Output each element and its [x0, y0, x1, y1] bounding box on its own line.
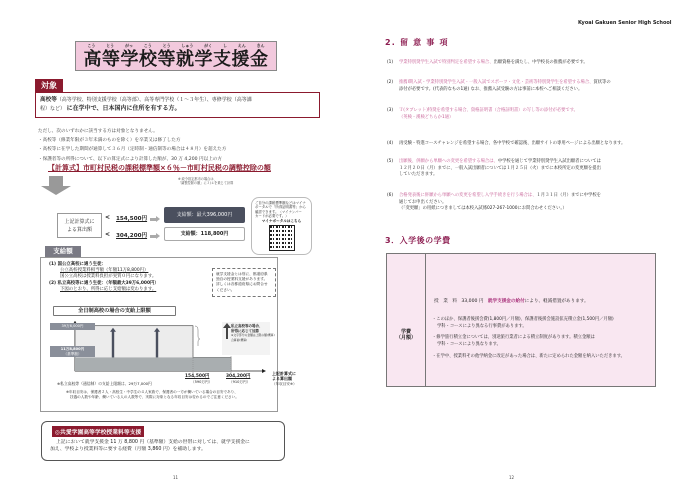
- note-number: (6): [387, 193, 394, 198]
- note-black-text: 添付が必要です。(代表的なもの1通) なお、推薦入試受験の方は事前に本校へご相談ください。: [399, 86, 583, 92]
- chart-footnote: [66, 390, 239, 400]
- note-pink-text: 合格発表後に併願から単願への変更を希望し入学手続きを行う場合は、: [399, 193, 537, 198]
- note-line: 就学支援金とは別に、都道府県: [216, 272, 268, 276]
- footnote-line: 扶養の人数や年齢、働いている人の人数等で、実際に対象となる年収目安は変わるのでご注意ください。: [70, 395, 239, 399]
- x-tick-sub: （590万円）: [191, 380, 213, 384]
- brace: [195, 326, 200, 346]
- legend-line: 所得に応じて加算: [231, 328, 259, 333]
- note-black-text: １２月２０日（月）までに、一般入試出願者については１月２５日（火）までに本校所定の変更願を提出: [399, 165, 601, 171]
- note-number: (4): [387, 141, 394, 146]
- taisho-tab: 対象: [35, 79, 63, 93]
- shikyu-item: 公立高校授業料相当額（年額11万8,800円）: [60, 268, 149, 274]
- less-than-sign: <: [105, 214, 111, 221]
- legend-up-arrow-icon: [226, 327, 228, 339]
- shikyu-item: (2) 私立高校等に通う生徒：（年額最大39万6,000円）: [49, 280, 159, 286]
- note-number: (5): [387, 159, 394, 164]
- school-name: Kyoai Gakuen Senior High School: [578, 20, 672, 26]
- bubble-text: [255, 201, 308, 218]
- note-line: 詳しくは各都道府県にお問合せ: [216, 282, 268, 287]
- furigana: えん: [237, 43, 246, 48]
- formula-heading: 【計算式】市町村民税の課税標準額×６％－市町村民税の調整控除の額: [48, 164, 271, 172]
- calc-box-line: 上記計算式に: [64, 219, 95, 225]
- page-number: 12: [509, 475, 515, 480]
- chart-area-base: [75, 357, 231, 371]
- taisho-line1: [40, 96, 315, 104]
- section3-title: 3．入学後の学費: [385, 236, 451, 245]
- shikyu-item: (1) 国公立高校に通う生徒：: [49, 262, 106, 267]
- shikyugaku-items: [49, 262, 159, 293]
- fee-bullet: [432, 334, 595, 348]
- page-12: [350, 0, 700, 498]
- x-tick-label: 304,200円: [226, 374, 251, 379]
- note-black-text: 賞状等の: [593, 80, 611, 85]
- support-title: ◎共愛学園高等学校授業料等支援: [52, 426, 144, 437]
- note-line: [399, 141, 625, 148]
- note-pink-text: 出願後、併願から単願への変更を希望する場合は、: [399, 159, 498, 164]
- fee-bullet-line: 学科・コースにより異なる行事費があります。: [437, 324, 527, 330]
- furigana: がっ: [124, 43, 133, 48]
- prefecture-support-note: [212, 268, 276, 297]
- x-axis-label: 上記計算式による算出額: [272, 371, 296, 381]
- note-text: [399, 60, 588, 67]
- x-axis-arrow-icon: [262, 369, 266, 373]
- x-axis-sub: （年収目安※）: [272, 382, 297, 386]
- support-line: 加え、学校より授業料等に要する経費（月額 3,860 円）を補助します。: [50, 447, 206, 453]
- note-text: [399, 141, 625, 148]
- note-number: (3): [387, 108, 394, 113]
- note-text: [399, 80, 611, 93]
- tuition-row: [434, 298, 589, 304]
- page-number: 11: [173, 475, 179, 480]
- fee-table-header: [386, 329, 426, 342]
- legend-line: ※文字部分の金額は上限の額(概算): [231, 333, 275, 338]
- threshold-value: 154,500円: [116, 216, 148, 222]
- taisho-detail-end: 程）など）: [40, 106, 66, 112]
- note-black-text: 中学校を通じて学業特別奨学生入試出願者については: [497, 159, 601, 164]
- y-tick-max: 39万6,000円: [50, 323, 95, 330]
- threshold-value: 304,200円: [116, 233, 148, 239]
- fee-bullet-line: ・修学旅行積立金については、別途旅行業者による積立制度があります。積立金額は: [432, 335, 595, 340]
- page-title: 高等学校等就学支援金: [83, 49, 269, 70]
- exclusions: [38, 127, 226, 164]
- furigana: とう: [162, 43, 171, 48]
- fee-bullet-line: 学科・コースにより異なります。: [437, 342, 501, 348]
- note-number: (2): [387, 80, 394, 85]
- exclusion-item: ・保護者等の所得について、以下の算定式により計算した額が、30 万 4,200 円以上の方: [38, 156, 222, 162]
- furigana: こう: [87, 43, 96, 48]
- note-line: [399, 115, 578, 122]
- legend-text: [231, 324, 275, 342]
- note-pink-text: Ｔ(タブレット)特奨を希望する場合、資格証明書（合格証明書）の写し等の添付が必要です。: [399, 108, 578, 113]
- chart-up-arrow-icon: [112, 331, 114, 358]
- chart-note: ※私立高校等（通信制）の支給上限額は、29万7,000円: [57, 381, 152, 386]
- taisho-bold: 高校等: [40, 97, 57, 103]
- note-text: [399, 108, 578, 121]
- taisho-detail: （高等学校、特別支援学校（高等部）、高等専門学校（１～３年生）、専修学校（高等課: [56, 97, 252, 103]
- right-arrow-icon: [150, 233, 160, 239]
- right-arrow-icon: [150, 216, 160, 222]
- mynaportal-bubble: [251, 197, 312, 255]
- note-black-text: 通じてお申出ください。: [399, 199, 447, 205]
- fee-head-line: 学費: [400, 329, 411, 335]
- formula-note-line: 「調整控除の額」に３/４を乗じて計算: [178, 181, 234, 185]
- basic-payment-box: 支給額：118,800円: [164, 227, 245, 241]
- shikyugaku-tab: 支給額: [45, 246, 81, 257]
- fee-bullet-line: ・このほか、保護者後援会費(1,800円／月額)、保護者後援会施設拡充積立金(1,500円／月額): [432, 317, 614, 322]
- note-pink-text: 学業特別奨学生入試で特別判定を希望する場合、: [399, 60, 494, 65]
- note-line: 独自の授業料支援があります。: [216, 277, 268, 282]
- note-number: (1): [387, 60, 394, 65]
- note-line: [399, 172, 601, 179]
- y-tick-sub: （基準額）: [63, 351, 82, 356]
- bubble-line: カードが必要です。）: [255, 213, 289, 218]
- furigana: きん: [256, 43, 265, 48]
- furigana: こう: [143, 43, 152, 48]
- less-than-sign: <: [105, 231, 111, 238]
- tuition-label: 授 業 料: [434, 299, 457, 304]
- legend-arrow-head-icon: [223, 323, 231, 328]
- furigana: とう: [106, 43, 115, 48]
- note-line: [399, 87, 611, 94]
- note-text: [399, 193, 601, 213]
- y-tick-base: [50, 346, 95, 357]
- bubble-line: 確認できます。（マイナンバー: [255, 209, 302, 214]
- legend-line: 合算前(概算): [231, 337, 248, 342]
- fee-bullet-line: ・在学中、授業料その他学納金に改定があった場合は、新たに定められた金額を納入いただきます。: [432, 354, 625, 359]
- title-banner: [75, 41, 277, 71]
- furigana: しゅう: [181, 43, 194, 48]
- x-tick-label: 154,500円: [185, 374, 210, 379]
- qr-label: マイナポータルはこちら: [261, 219, 302, 224]
- note-black-text: していただきます。: [399, 172, 438, 177]
- bubble-line: ポータルで「所得証明書等」から: [255, 205, 306, 210]
- support-line: 上記において就学支援金 11 万 8,800 円（基準額）支給の世帯に対しては、就学支援金に: [56, 440, 250, 445]
- note-text: [399, 159, 601, 179]
- qr-code-icon[interactable]: [269, 225, 295, 251]
- bubble-line: ご自分の課税標準額などはマイナ: [255, 201, 306, 205]
- down-arrow-head-icon: [41, 186, 71, 195]
- legend-line: 私立高校等の場合、: [231, 324, 263, 328]
- taisho-condition: に在学中で、日本国内に住所を有する方。: [66, 105, 181, 112]
- calc-box-line: よる算出額: [66, 227, 92, 233]
- note-black-text: （「変更願」の用紙につきましては本校入試係027-267-1000にお問合わせください。）: [399, 206, 567, 211]
- fee-head-line: （月額）: [395, 335, 416, 342]
- shikyu-item: 国公立高校は授業料負担が実質０円になります。: [60, 274, 157, 280]
- max-payment-box: 支給額：最大396,000円: [164, 207, 245, 223]
- tuition-amount: 33,000 円: [461, 299, 484, 304]
- down-arrow-icon: [49, 176, 63, 186]
- section2-title: 2. 留 意 事 項: [385, 38, 449, 47]
- exclusions-intro: ただし、次のいずれかに該当する方は対象となりません。: [38, 129, 158, 134]
- footnote-line: ※年収目安は、保護者２人・高校生・中学生の４人家族で、保護者の一方が働いている場合の目安であり、: [66, 390, 238, 394]
- furigana: がく: [204, 43, 213, 48]
- exclusion-item: ・高校等（修業年限が３年未満のものを除く）を卒業又は修了した方: [38, 138, 181, 144]
- furigana: し: [222, 43, 227, 48]
- fee-bullet: [432, 353, 625, 360]
- support-text: [50, 439, 250, 454]
- tuition-support: 就学支援金の給付: [487, 299, 525, 304]
- taisho-line2: [40, 104, 315, 114]
- tuition-note: により、軽減措置があります。: [524, 299, 589, 304]
- exclusion-item: ・高校等に在学した期間が通算して３６月（定時制・通信制等の場合は４８月）を超えた方: [38, 147, 227, 153]
- shikyu-item: 下図のとおり、所得に応じ支給額は変わります。: [60, 286, 157, 292]
- y-tick-label: 11万8,800円: [60, 346, 85, 351]
- calc-result-box: [57, 213, 102, 238]
- note-black-text: 出願資格を満たし、中学校長の推薦が必要です。: [493, 60, 588, 65]
- taisho-box: [35, 92, 320, 118]
- note-black-text: 再受験・特進コースチャレンジを希望する場合、各中学校で確認後、出願サイトの専用ページによる出願となります。: [399, 141, 626, 146]
- fee-table-header-cell: [386, 253, 426, 387]
- note-pink-text: 推薦Ⅰ期入試・学業特別奨学生入試・一般入試でスポーツ・文化・芸術等特別奨学生を希望する場合、: [399, 80, 594, 85]
- fee-bullet: [432, 316, 614, 330]
- note-pink-text: （英検・漢検どちらか1通）: [399, 114, 454, 120]
- formula-note-line: ※ 政令指定都市の場合は、: [178, 177, 217, 181]
- note-line: [399, 206, 601, 213]
- formula-note: [178, 177, 233, 185]
- x-tick-sub: （910万円）: [229, 380, 251, 384]
- note-black-text: １月３１日（月）までに中学校を: [536, 193, 601, 198]
- note-line: ください。: [216, 287, 235, 292]
- chart-up-arrow-icon: [156, 331, 158, 358]
- note-line: [399, 60, 588, 67]
- chart-title: 全日制高校の場合の支給上限額: [53, 306, 176, 316]
